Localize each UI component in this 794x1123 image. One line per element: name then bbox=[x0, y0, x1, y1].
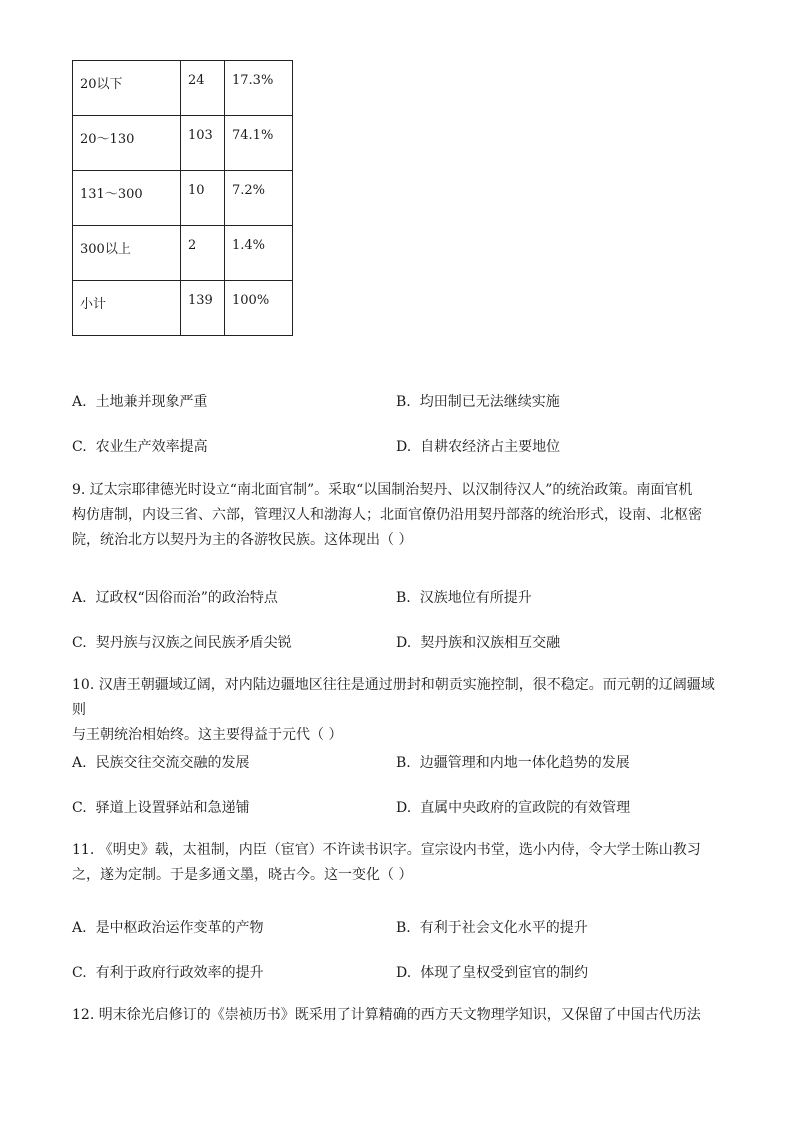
table-cell: 100% bbox=[225, 281, 293, 336]
q10-option-a[interactable]: A. 民族交往交流交融的发展 bbox=[72, 755, 250, 771]
q10-option-d[interactable]: D. 直属中央政府的宣政院的有效管理 bbox=[396, 800, 631, 816]
q9-option-b[interactable]: B. 汉族地位有所提升 bbox=[396, 590, 532, 606]
table-cell: 103 bbox=[181, 116, 225, 171]
q9-option-c[interactable]: C. 契丹族与汉族之间民族矛盾尖锐 bbox=[72, 635, 292, 651]
table-cell: 小计 bbox=[73, 281, 181, 336]
table-row bbox=[73, 61, 293, 116]
question-line: 构仿唐制，内设三省、六部，管理汉人和渤海人；北面官僚仍沿用契丹部落的统治形式，设南、北枢密 bbox=[72, 507, 702, 523]
q11-option-a[interactable]: A. 是中枢政治运作变革的产物 bbox=[72, 920, 264, 936]
q9-option-d[interactable]: D. 契丹族和汉族相互交融 bbox=[396, 635, 561, 651]
q10-option-c[interactable]: C. 驿道上设置驿站和急递铺 bbox=[72, 800, 250, 816]
question-9 bbox=[72, 478, 724, 553]
table-cell: 10 bbox=[181, 171, 225, 226]
question-line: 10. 汉唐王朝疆域辽阔，对内陆边疆地区往往是通过册封和朝贡实施控制，很不稳定。而元朝的辽阔疆域则 bbox=[72, 677, 715, 718]
table-row bbox=[73, 226, 293, 281]
table-cell: 139 bbox=[181, 281, 225, 336]
table-cell: 7.2% bbox=[225, 171, 293, 226]
question-line: 之，遂为定制。于是多通文墨，晓古今。这一变化（ ） bbox=[72, 867, 413, 883]
question-line: 与王朝统治相始终。这主要得益于元代（ ） bbox=[72, 727, 343, 743]
question-12 bbox=[72, 1003, 724, 1028]
statistics-table bbox=[72, 60, 293, 336]
q8-option-a[interactable]: A. 土地兼并现象严重 bbox=[72, 394, 208, 410]
question-line: 院，统治北方以契丹为主的各游牧民族。这体现出（ ） bbox=[72, 532, 413, 548]
q11-option-c[interactable]: C. 有利于政府行政效率的提升 bbox=[72, 965, 264, 981]
table-cell: 17.3% bbox=[225, 61, 293, 116]
table-row bbox=[73, 281, 293, 336]
q8-option-b[interactable]: B. 均田制已无法继续实施 bbox=[396, 394, 560, 410]
table-cell: 131～300 bbox=[73, 171, 181, 226]
question-11 bbox=[72, 838, 724, 888]
q11-option-b[interactable]: B. 有利于社会文化水平的提升 bbox=[396, 920, 588, 936]
table-row bbox=[73, 116, 293, 171]
table-cell: 2 bbox=[181, 226, 225, 281]
q10-option-b[interactable]: B. 边疆管理和内地一体化趋势的发展 bbox=[396, 755, 630, 771]
table-row bbox=[73, 171, 293, 226]
table-cell: 20～130 bbox=[73, 116, 181, 171]
table-cell: 20以下 bbox=[73, 61, 181, 116]
q8-option-c[interactable]: C. 农业生产效率提高 bbox=[72, 439, 208, 455]
table-cell: 74.1% bbox=[225, 116, 293, 171]
question-line: 9. 辽太宗耶律德光时设立“南北面官制”。采取“以国制治契丹、以汉制待汉人”的统治政策。南面官机 bbox=[72, 482, 693, 498]
q11-option-d[interactable]: D. 体现了皇权受到宦官的制约 bbox=[396, 965, 589, 981]
table-cell: 24 bbox=[181, 61, 225, 116]
question-line: 11. 《明史》载，太祖制，内臣（宦官）不许读书识字。宣宗设内书堂，选小内侍，令大学士陈山教习 bbox=[72, 842, 701, 858]
q8-option-d[interactable]: D. 自耕农经济占主要地位 bbox=[396, 439, 561, 455]
question-10 bbox=[72, 673, 724, 748]
question-line: 12. 明末徐光启修订的《崇祯历书》既采用了计算精确的西方天文物理学知识，又保留了中国古代历法 bbox=[72, 1007, 701, 1023]
table-cell: 300以上 bbox=[73, 226, 181, 281]
q9-option-a[interactable]: A. 辽政权“因俗而治”的政治特点 bbox=[72, 590, 278, 606]
table-cell: 1.4% bbox=[225, 226, 293, 281]
